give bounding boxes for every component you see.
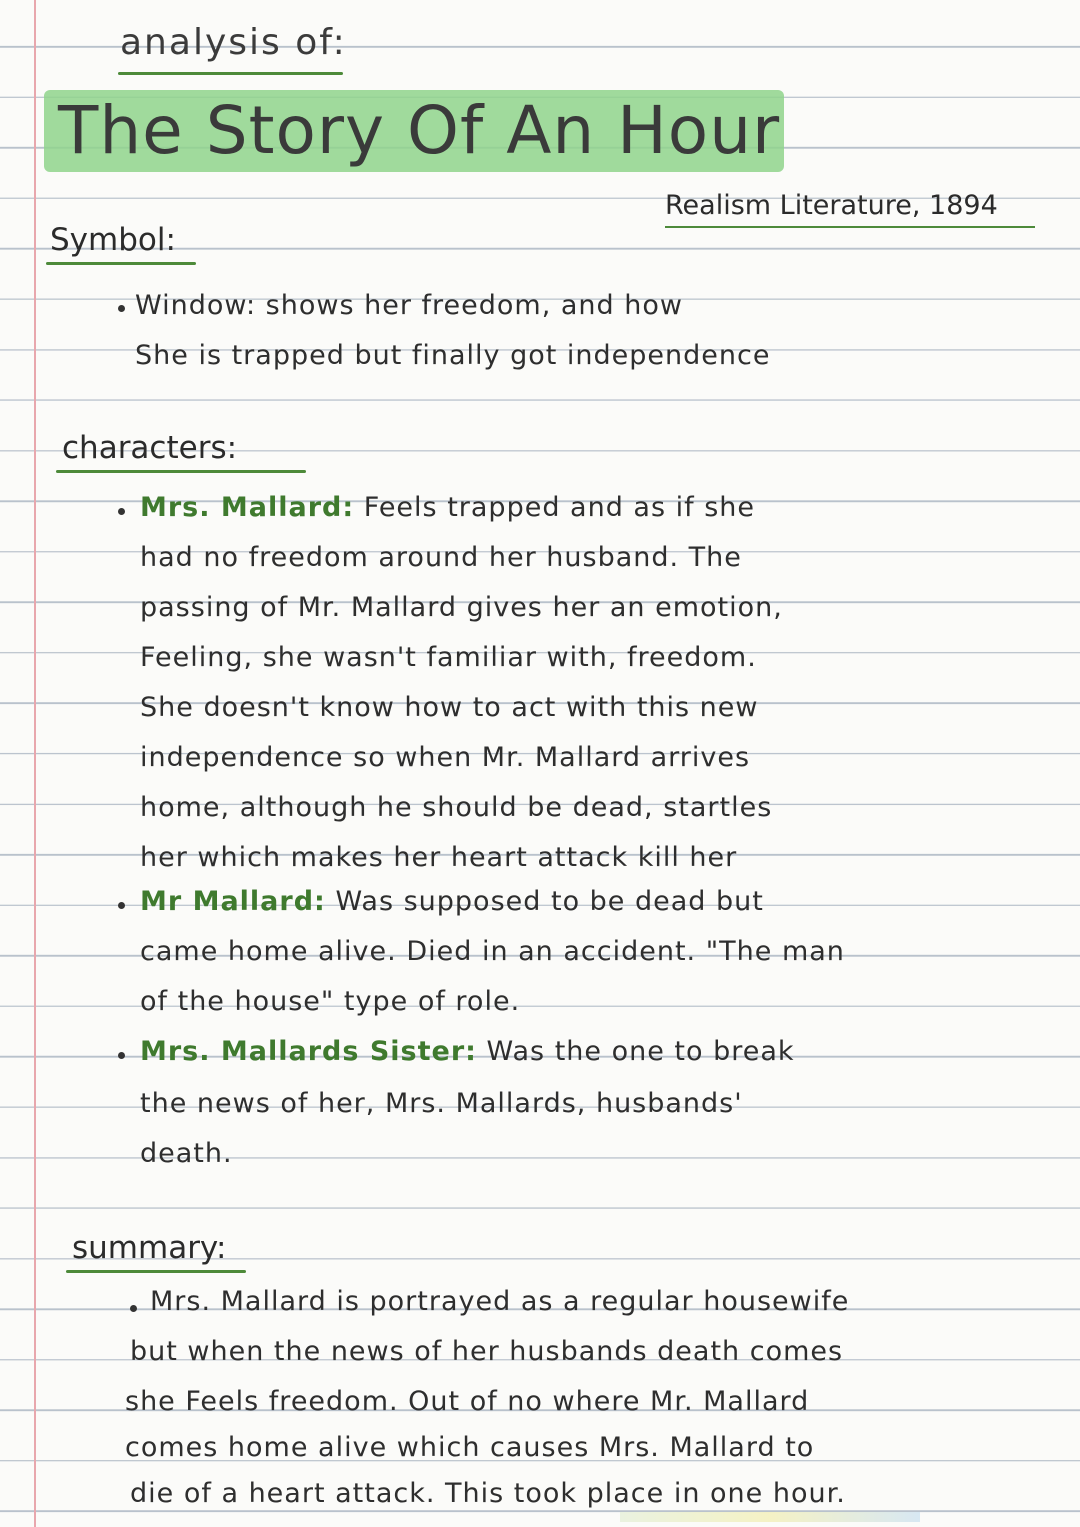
pre-title: analysis of: — [120, 22, 347, 63]
item-line: she Feels freedom. Out of no where Mr. Mallard — [125, 1386, 810, 1417]
bullet-dot — [130, 1305, 137, 1312]
section-heading-symbol: Symbol: — [50, 222, 176, 258]
item-line: Feeling, she wasn't familiar with, freedom. — [140, 642, 757, 673]
item-line: She is trapped but finally got independence — [135, 340, 771, 371]
bullet-dot — [118, 508, 125, 515]
item-line: passing of Mr. Mallard gives her an emotion, — [140, 592, 783, 623]
page-title: The Story Of An Hour — [58, 92, 781, 169]
item-line: her which makes her heart attack kill her — [140, 842, 738, 873]
item-line: had no freedom around her husband. The — [140, 542, 742, 573]
item-line: came home alive. Died in an accident. "The man — [140, 936, 845, 967]
list-item-mr-mallard — [140, 886, 764, 917]
item-line: Was supposed to be dead but — [335, 886, 764, 917]
item-line: home, although he should be dead, startles — [140, 792, 773, 823]
item-line: of the house" type of role. — [140, 986, 521, 1017]
bullet-dot — [118, 902, 125, 909]
item-line: comes home alive which causes Mrs. Mallard to — [125, 1432, 815, 1463]
list-item-window — [135, 290, 683, 321]
margin-line — [34, 0, 36, 1527]
item-line: Mrs. Mallard is portrayed as a regular housewife — [150, 1286, 850, 1317]
item-line: the news of her, Mrs. Mallards, husbands' — [140, 1088, 743, 1119]
bullet-dot — [118, 1052, 125, 1059]
item-line: shows her freedom, and how — [265, 290, 683, 321]
item-line: Was the one to break — [486, 1036, 795, 1067]
item-line: but when the news of her husbands death comes — [130, 1336, 844, 1367]
genre-note: Realism Literature, 1894 — [665, 190, 998, 221]
genre-underline — [665, 226, 1035, 228]
pre-title-underline — [118, 72, 343, 75]
term-window: Window: — [135, 290, 257, 321]
item-line: die of a heart attack. This took place in one hour. — [130, 1478, 846, 1509]
item-line: death. — [140, 1138, 233, 1169]
item-line: independence so when Mr. Mallard arrives — [140, 742, 751, 773]
term-sister: Mrs. Mallards Sister: — [140, 1036, 477, 1067]
heading-underline — [66, 1270, 246, 1273]
item-line: She doesn't know how to act with this new — [140, 692, 759, 723]
term-mr-mallard: Mr Mallard: — [140, 886, 326, 917]
term-mrs-mallard: Mrs. Mallard: — [140, 492, 355, 523]
list-item-sister — [140, 1036, 795, 1067]
list-item-mrs-mallard — [140, 492, 755, 523]
bullet-dot — [118, 305, 125, 312]
item-line: Feels trapped and as if she — [363, 492, 755, 523]
heading-underline — [46, 262, 196, 265]
heading-underline — [56, 470, 306, 473]
color-strip — [620, 1512, 920, 1522]
section-heading-characters: characters: — [62, 430, 238, 466]
section-heading-summary: summary: — [72, 1230, 227, 1266]
